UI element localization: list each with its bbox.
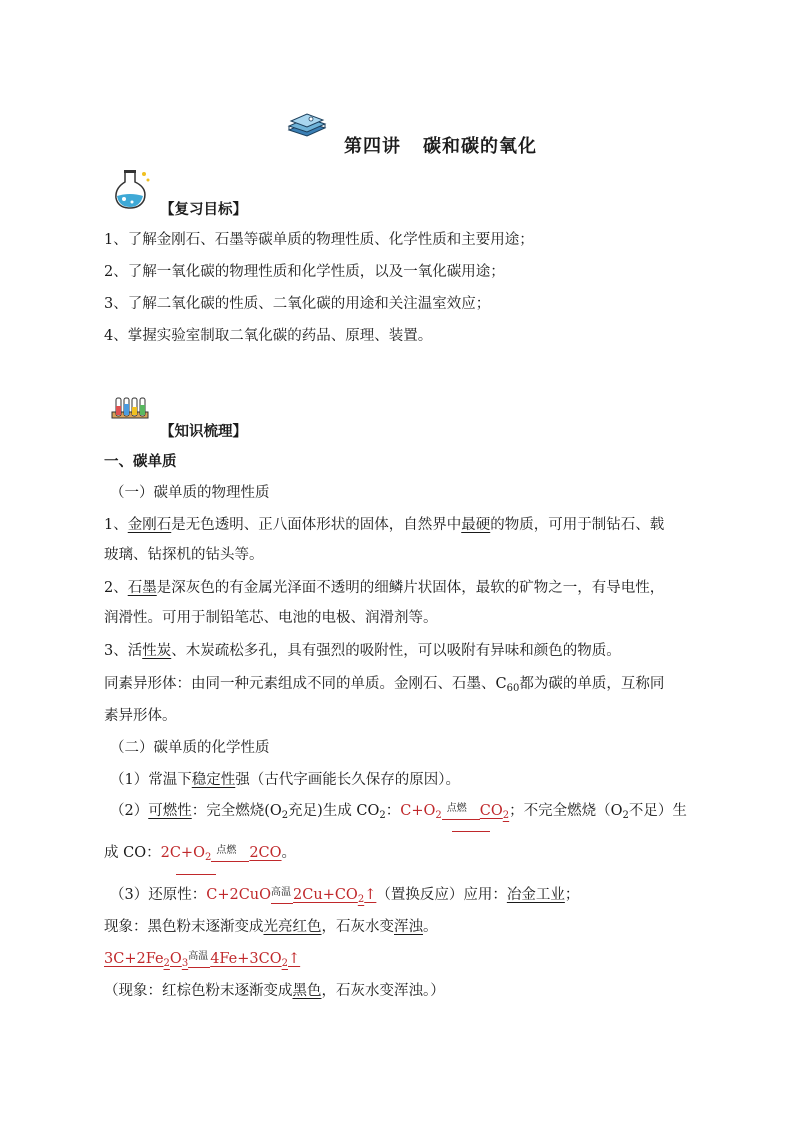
para-allotrope-cont: 素异形体。	[104, 708, 177, 724]
chem-stability: （1）常温下稳定性强（古代字画能长久保存的原因）。	[110, 772, 460, 788]
flask-icon	[110, 168, 154, 210]
page-title	[344, 132, 537, 158]
equation-cuo-reduction: C+2CuO 高温 $2Cu+CO_2↑$	[206, 887, 377, 905]
para-graphite-cont: 润滑性。可用于制铅笔芯、电池的电极、润滑剂等。	[104, 610, 438, 626]
para-active-carbon: 3、活性炭、木炭疏松多孔，具有强烈的吸附性，可以吸附有异味和颜色的物质。	[104, 643, 621, 659]
observation-1: 现象：黑色粉末逐渐变成光亮红色，石灰水变浑浊。	[104, 919, 438, 935]
sub-chemical: （二）碳单质的化学性质	[110, 740, 270, 756]
lecture-number: 第四讲	[344, 136, 401, 157]
para-diamond-cont: 玻璃、钻探机的钻头等。	[104, 547, 264, 563]
review-item-1: 1、了解金刚石、石墨等碳单质的物理性质、化学性质和主要用途；	[104, 232, 534, 248]
equation-fe2o3-reduction: $3C+2Fe_2O_3$ 高温 $4Fe+3CO_2↑$	[104, 951, 301, 969]
para-allotrope: 同素异形体：由同一种元素组成不同的单质。金刚石、石墨、$C_{60}$都为碳的单质，互称同	[104, 676, 665, 694]
sub-physical: （一）碳单质的物理性质	[110, 485, 270, 501]
books-icon	[287, 110, 327, 138]
review-item-4: 4、掌握实验室制取二氧化碳的药品、原理、装置。	[104, 328, 433, 344]
para-diamond: 1、金刚石是无色透明、正八面体形状的固体，自然界中最硬的物质，可用于制钻石、载	[104, 517, 665, 533]
chem-incomplete-combustion: 成 CO：$2C+O_2$ 点燃 2CO。	[104, 845, 297, 863]
equation-incomplete-combustion: $2C+O_2$ 点燃 2CO	[160, 845, 282, 863]
chem-reducibility: （3）还原性：C+2CuO 高温 $2Cu+CO_2↑$（置换反应）应用：冶金工业；	[110, 887, 580, 905]
review-item-3: 3、了解二氧化碳的性质、二氧化碳的用途和关注温室效应；	[104, 296, 491, 312]
para-graphite: 2、石墨是深灰色的有金属光泽面不透明的细鳞片状固体，最软的矿物之一，有导电性，	[104, 580, 665, 596]
equation-complete-combustion: $C+O_2$ 点燃 $CO_2$	[400, 803, 510, 821]
test-tubes-icon	[110, 396, 150, 422]
lecture-topic: 碳和碳的氧化	[423, 136, 537, 157]
review-heading: 【复习目标】	[160, 201, 247, 218]
section-carbon-element: 一、碳单质	[104, 453, 177, 470]
chem-combustion: （2）可燃性：完全燃烧($O_2$充足)生成 $CO_2$：$C+O_2$ 点燃 $CO_2$；不完全燃烧（$O_2$不足）生	[110, 803, 687, 821]
review-item-2: 2、了解一氧化碳的物理性质和化学性质，以及一氧化碳用途；	[104, 264, 505, 280]
observation-2: （现象：红棕色粉末逐渐变成黑色，石灰水变浑浊。）	[104, 983, 445, 999]
knowledge-heading: 【知识梳理】	[160, 423, 247, 440]
